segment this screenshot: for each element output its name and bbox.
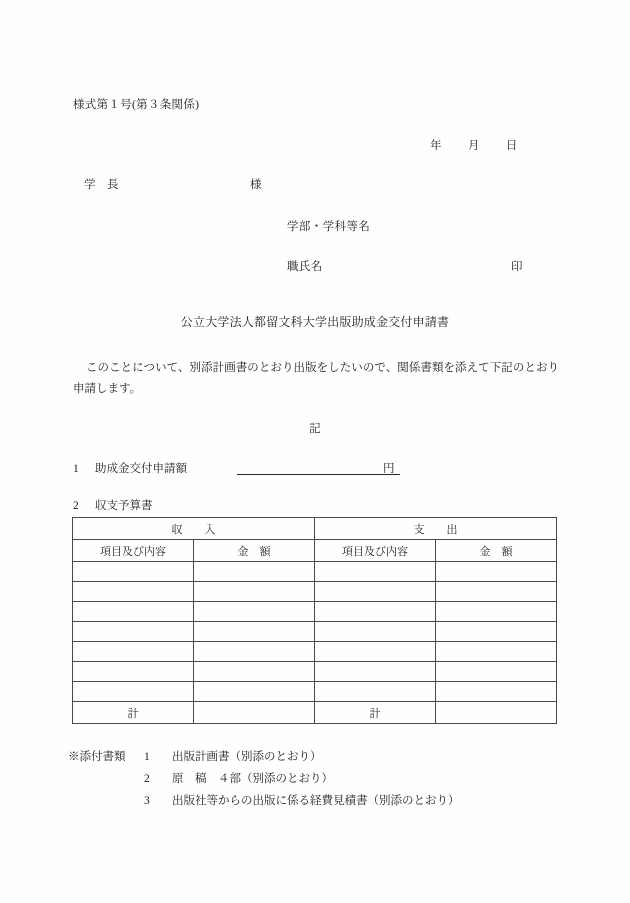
date-line bbox=[430, 137, 518, 153]
cell-income-amount[interactable] bbox=[194, 662, 315, 682]
cell-expenditure-amount[interactable] bbox=[436, 562, 557, 582]
table-group-header-row bbox=[73, 518, 557, 540]
cell-income-item[interactable] bbox=[73, 602, 194, 622]
cell-income-item[interactable] bbox=[73, 662, 194, 682]
table-row bbox=[73, 622, 557, 642]
table-column-header-row bbox=[73, 540, 557, 562]
department-name-label: 学部・学科等名 bbox=[287, 221, 371, 233]
section-1-label: 助成金交付申請額 bbox=[95, 463, 187, 475]
cell-income-amount[interactable] bbox=[194, 562, 315, 582]
attachment-list-label: ※添付書類 bbox=[68, 751, 126, 763]
section-2-heading bbox=[73, 497, 153, 513]
attachment-text: 出版社等からの出版に係る経費見積書（別添のとおり） bbox=[172, 795, 460, 807]
date-month-label: 月 bbox=[467, 140, 480, 152]
section-1-number: 1 bbox=[73, 463, 79, 475]
attachment-item-2 bbox=[68, 768, 460, 790]
date-year-label: 年 bbox=[430, 140, 442, 152]
seal-mark: 印 bbox=[511, 261, 523, 273]
column-header-income-amount: 金 額 bbox=[194, 540, 315, 562]
table-row bbox=[73, 642, 557, 662]
attachment-number: 1 bbox=[144, 751, 150, 763]
attachment-text: 出版計画書（別添のとおり） bbox=[172, 751, 322, 763]
table-row bbox=[73, 602, 557, 622]
group-header-income: 収 入 bbox=[73, 518, 315, 540]
cell-expenditure-item[interactable] bbox=[315, 662, 436, 682]
date-day-label: 日 bbox=[505, 140, 518, 152]
table-row bbox=[73, 562, 557, 582]
attachment-item-1 bbox=[68, 746, 460, 768]
body-paragraph: このことについて、別添計画書のとおり出版をしたいので、関係書類を添えて下記のとおり申請します。 bbox=[73, 362, 559, 395]
column-header-income-item: 項目及び内容 bbox=[73, 540, 194, 562]
cell-income-amount[interactable] bbox=[194, 642, 315, 662]
cell-income-item[interactable] bbox=[73, 682, 194, 702]
cell-income-item[interactable] bbox=[73, 582, 194, 602]
table-row bbox=[73, 662, 557, 682]
column-header-expenditure-item: 項目及び内容 bbox=[315, 540, 436, 562]
table-total-row bbox=[73, 702, 557, 724]
cell-income-item[interactable] bbox=[73, 622, 194, 642]
cell-expenditure-item[interactable] bbox=[315, 602, 436, 622]
currency-unit-label: 円 bbox=[383, 463, 395, 475]
cell-income-amount[interactable] bbox=[194, 622, 315, 642]
total-label-income: 計 bbox=[73, 702, 194, 724]
cell-income-item[interactable] bbox=[73, 562, 194, 582]
cell-income-item[interactable] bbox=[73, 642, 194, 662]
ki-mark: 記 bbox=[309, 423, 321, 435]
cell-expenditure-item[interactable] bbox=[315, 622, 436, 642]
table-row bbox=[73, 582, 557, 602]
cell-income-amount[interactable] bbox=[194, 682, 315, 702]
budget-table bbox=[72, 517, 557, 724]
cell-expenditure-amount[interactable] bbox=[436, 582, 557, 602]
cell-expenditure-amount[interactable] bbox=[436, 682, 557, 702]
attachment-item-3 bbox=[68, 790, 460, 812]
addressee-honorific: 様 bbox=[250, 179, 262, 191]
attachment-number: 3 bbox=[144, 795, 150, 807]
cell-income-amount[interactable] bbox=[194, 582, 315, 602]
cell-expenditure-item[interactable] bbox=[315, 682, 436, 702]
column-header-expenditure-amount: 金 額 bbox=[436, 540, 557, 562]
cell-expenditure-item[interactable] bbox=[315, 562, 436, 582]
grant-amount-fill-rule bbox=[237, 474, 400, 475]
section-2-number: 2 bbox=[73, 500, 79, 512]
attachment-number: 2 bbox=[144, 773, 150, 785]
total-value-income[interactable] bbox=[194, 702, 315, 724]
table-row bbox=[73, 682, 557, 702]
cell-expenditure-amount[interactable] bbox=[436, 622, 557, 642]
attachment-text: 原 稿 ４部（別添のとおり） bbox=[172, 773, 333, 785]
cell-expenditure-item[interactable] bbox=[315, 582, 436, 602]
cell-expenditure-amount[interactable] bbox=[436, 602, 557, 622]
addressee-title: 学 長 bbox=[84, 179, 119, 191]
cell-expenditure-amount[interactable] bbox=[436, 662, 557, 682]
cell-expenditure-amount[interactable] bbox=[436, 642, 557, 662]
attachment-list bbox=[68, 746, 460, 812]
cell-expenditure-item[interactable] bbox=[315, 642, 436, 662]
post-and-name-label: 職氏名 bbox=[287, 261, 323, 273]
cell-income-amount[interactable] bbox=[194, 602, 315, 622]
form-number: 様式第１号(第３条関係) bbox=[73, 99, 200, 111]
section-1-heading bbox=[73, 460, 187, 476]
section-2-label: 収支予算書 bbox=[95, 500, 153, 512]
document-title: 公立大学法人都留文科大学出版助成金交付申請書 bbox=[180, 315, 450, 329]
total-label-expenditure: 計 bbox=[315, 702, 436, 724]
total-value-expenditure[interactable] bbox=[436, 702, 557, 724]
group-header-expenditure: 支 出 bbox=[315, 518, 557, 540]
